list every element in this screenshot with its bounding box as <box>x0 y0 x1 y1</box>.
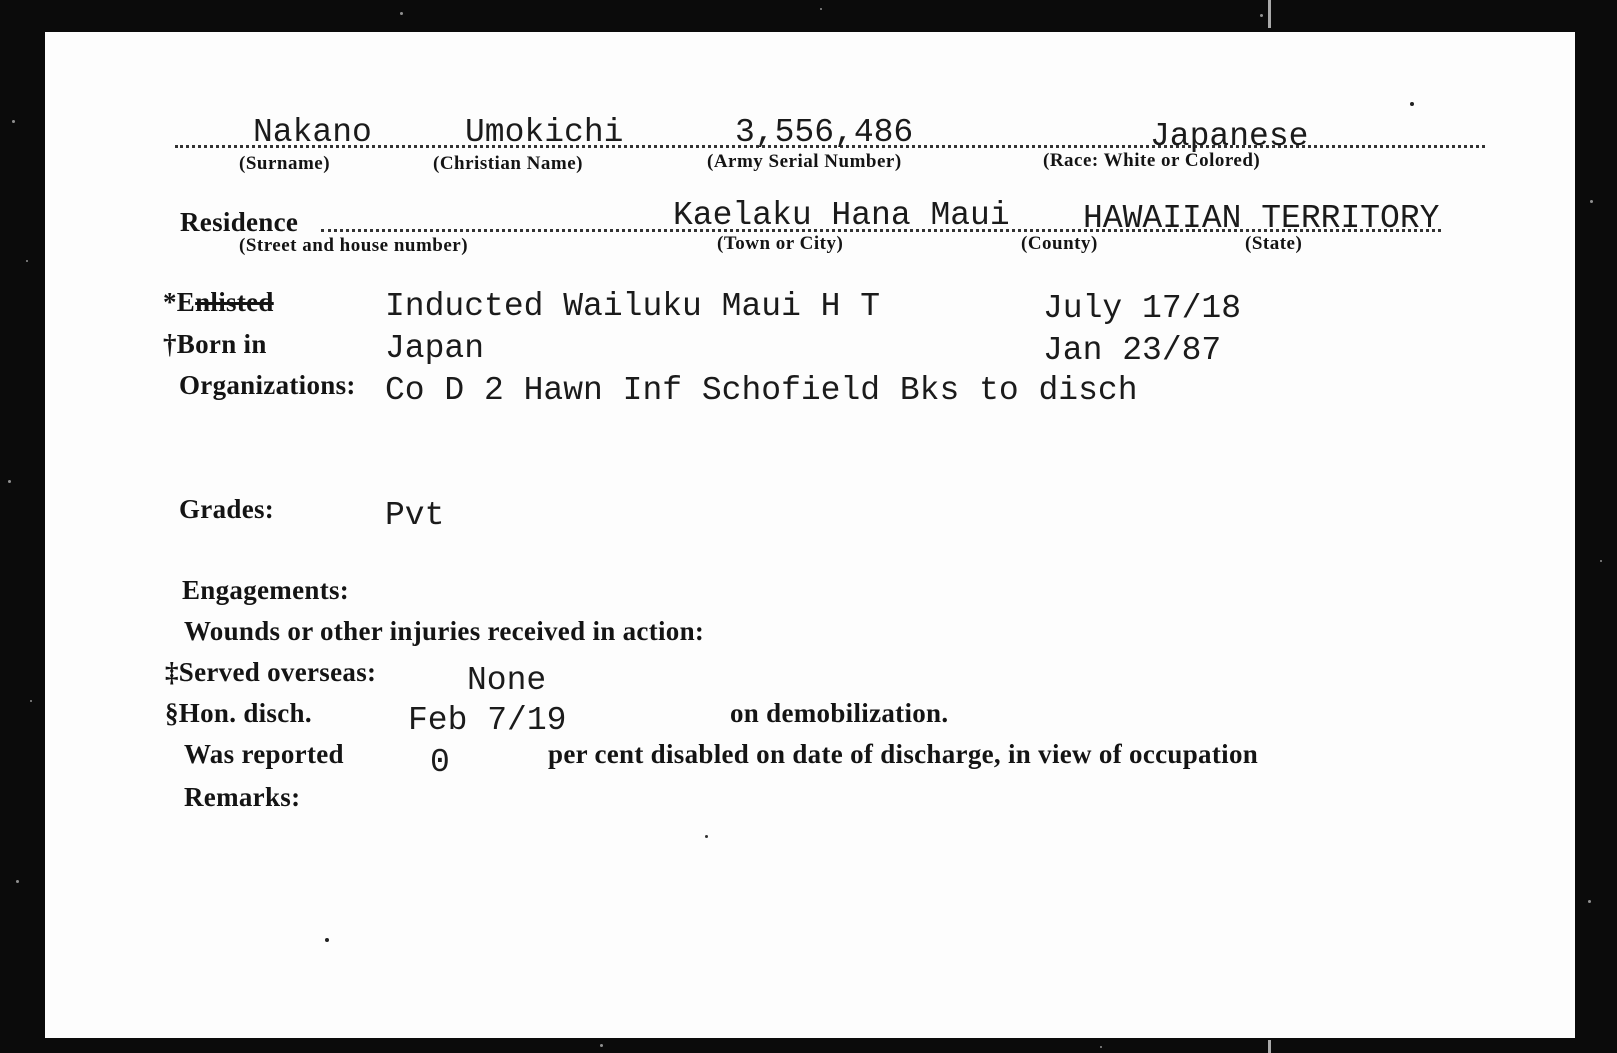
residence-state-value: HAWAIIAN TERRITORY <box>1083 200 1440 237</box>
organizations-value: Co D 2 Hawn Inf Schofield Bks to disch <box>385 372 1138 409</box>
border-fleck <box>1588 900 1591 903</box>
border-fleck <box>26 260 28 262</box>
engagements-label: Engagements: <box>182 575 350 605</box>
entry-label-struck: nlisted <box>195 287 274 317</box>
border-fleck <box>1590 200 1593 203</box>
entry-label-prefix: *E <box>163 287 196 317</box>
residence-label: Residence <box>180 207 299 237</box>
serial-number-value: 3,556,486 <box>735 114 914 151</box>
town-caption: (Town or City) <box>717 233 844 254</box>
disability-suffix: per cent disabled on date of discharge, in view of occupation <box>548 739 1259 769</box>
organizations-label: Organizations: <box>179 370 356 400</box>
border-fleck <box>1600 560 1602 562</box>
border-fleck <box>1260 14 1263 17</box>
scan-speck <box>1410 102 1414 106</box>
street-caption: (Street and house number) <box>239 235 469 256</box>
overseas-label: ‡Served overseas: <box>165 657 377 687</box>
race-caption: (Race: White or Colored) <box>1043 150 1261 171</box>
discharge-suffix: on demobilization. <box>730 698 949 728</box>
scan-speck <box>705 835 708 838</box>
disability-value: 0 <box>430 744 450 781</box>
border-fleck <box>1100 1046 1102 1048</box>
surname-caption: (Surname) <box>239 153 331 174</box>
scan-speck <box>325 938 329 942</box>
serial-number-caption: (Army Serial Number) <box>707 151 902 172</box>
border-streak <box>1268 1040 1271 1053</box>
remarks-label: Remarks: <box>184 782 301 812</box>
surname-value: Nakano <box>253 114 372 151</box>
border-fleck <box>16 880 19 883</box>
grades-value: Pvt <box>385 497 445 534</box>
disability-label: Was reported <box>184 739 344 769</box>
border-fleck <box>8 480 11 483</box>
residence-town-value: Kaelaku Hana Maui <box>673 197 1010 234</box>
entry-value: Inducted Wailuku Maui H T <box>385 288 881 325</box>
christian-name-value: Umokichi <box>465 114 624 151</box>
christian-name-caption: (Christian Name) <box>433 153 583 174</box>
born-label: †Born in <box>163 329 267 359</box>
border-fleck <box>30 700 32 702</box>
grades-label: Grades: <box>179 494 275 524</box>
service-record-card <box>45 32 1575 1038</box>
border-fleck <box>12 120 15 123</box>
border-streak <box>1268 0 1271 28</box>
border-fleck <box>820 8 822 10</box>
state-caption: (State) <box>1245 233 1303 254</box>
entry-label <box>163 287 274 318</box>
wounds-label: Wounds or other injuries received in action: <box>184 616 705 646</box>
border-fleck <box>600 1044 603 1047</box>
overseas-value: None <box>467 662 547 699</box>
discharge-value: Feb 7/19 <box>408 702 567 739</box>
border-fleck <box>400 12 403 15</box>
discharge-label: §Hon. disch. <box>165 698 312 728</box>
born-date: Jan 23/87 <box>1043 332 1222 369</box>
race-value: Japanese <box>1150 118 1309 155</box>
born-value: Japan <box>385 330 485 367</box>
county-caption: (County) <box>1021 233 1098 254</box>
entry-date: July 17/18 <box>1043 290 1242 327</box>
